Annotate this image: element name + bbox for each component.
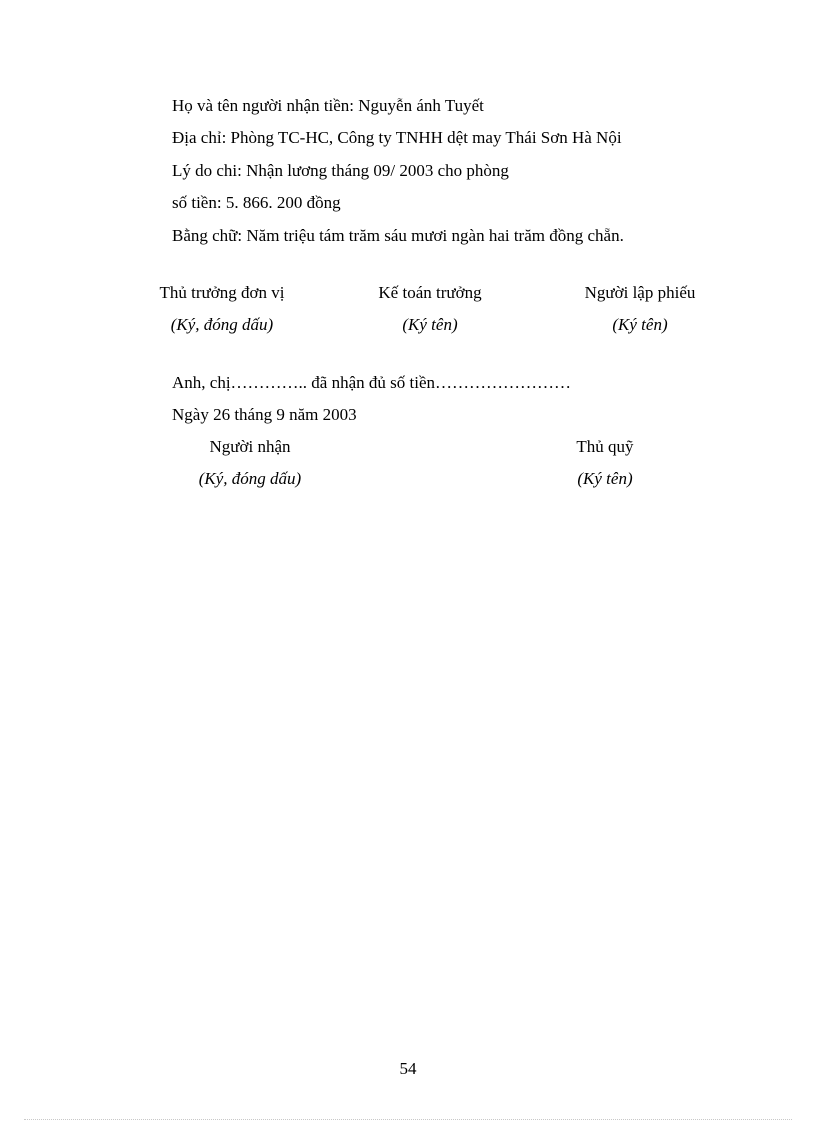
address-line: Địa chỉ: Phòng TC-HC, Công ty TNHH dệt may Thái Sơn Hà Nội [172, 128, 622, 147]
confirmation-statement: Anh, chị………….. đã nhận đủ số tiền…………………… [172, 373, 571, 392]
signature-note-receiver: (Ký, đóng dấu) [198, 469, 302, 488]
confirmation-date: Ngày 26 tháng 9 năm 2003 [172, 405, 357, 424]
signature-title-preparer: Người lập phiếu [584, 283, 696, 302]
signature-note-preparer: (Ký tên) [612, 315, 668, 334]
page-number: 54 [399, 1059, 417, 1078]
signature-title-receiver: Người nhận [209, 437, 291, 456]
signature-title-chief-accountant: Kế toán trưởng [378, 283, 482, 302]
signature-title-cashier: Thủ quỹ [576, 437, 634, 456]
amount-line: số tiền: 5. 866. 200 đồng [172, 193, 341, 212]
signature-note-cashier: (Ký tên) [577, 469, 633, 488]
signature-title-director: Thủ trưởng đơn vị [159, 283, 285, 302]
amount-words-line: Bằng chữ: Năm triệu tám trăm sáu mươi ngàn hai trăm đồng chẵn. [172, 226, 624, 245]
signature-note-chief-accountant: (Ký tên) [402, 315, 458, 334]
page-bottom-divider [24, 1119, 792, 1120]
recipient-name-line: Họ và tên người nhận tiền: Nguyễn ánh Tuyết [172, 96, 484, 115]
reason-line: Lý do chi: Nhận lương tháng 09/ 2003 cho phòng [172, 161, 509, 180]
signature-note-director: (Ký, đóng dấu) [170, 315, 274, 334]
